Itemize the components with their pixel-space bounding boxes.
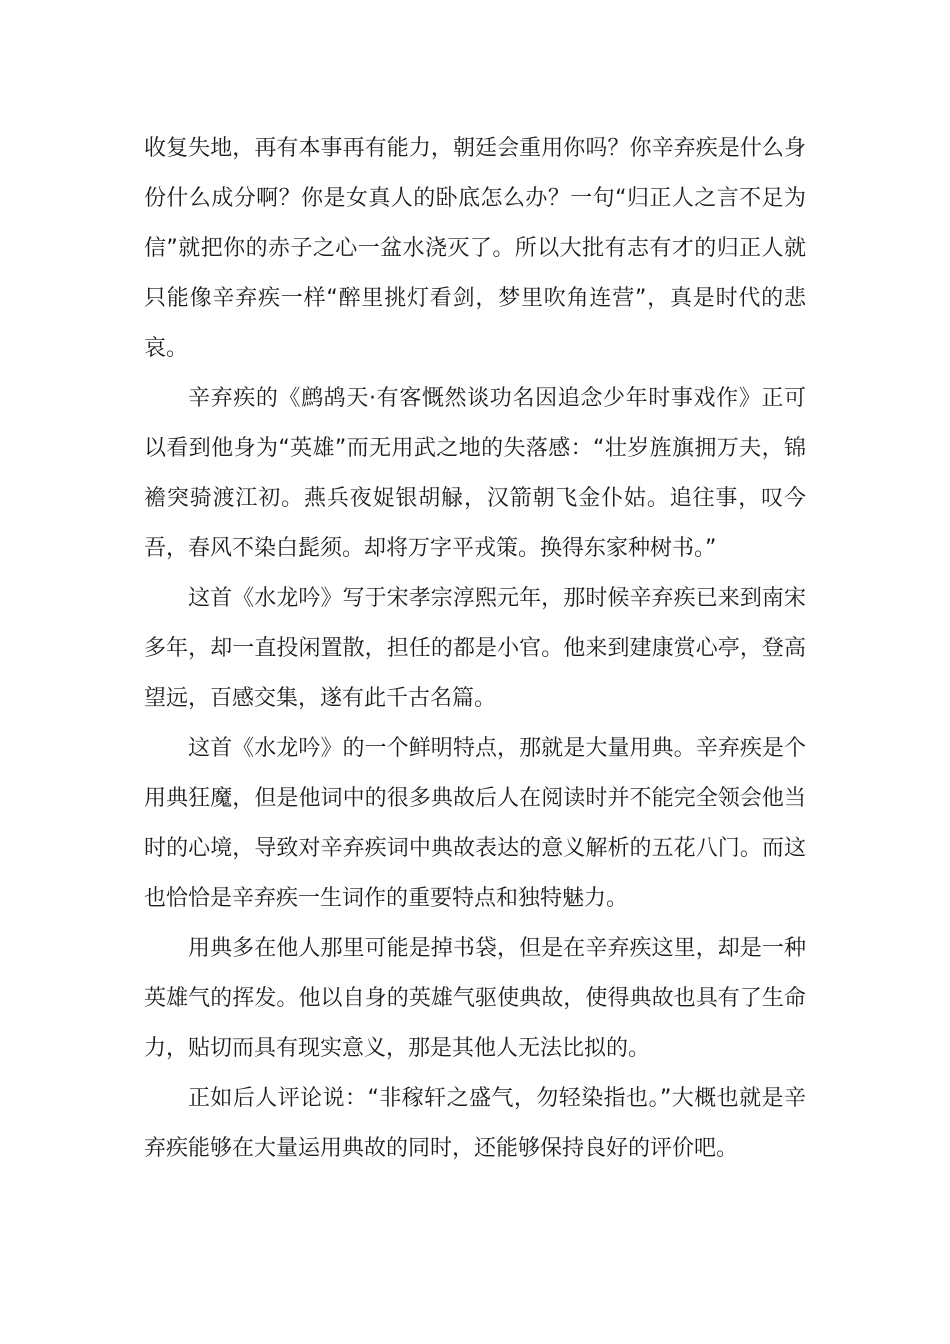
paragraph-conclusion: 正如后人评论说：“非稼轩之盛气，勿轻染指也。”大概也就是辛弃疾能够在大量运用典故的同时，还能够保持良好的评价吧。 [144, 1086, 806, 1161]
paragraph-zhegutian: 辛弃疾的《鹧鸪天·有客慨然谈功名因追念少年时事戏作》正可以看到他身为“英雄”而无用武之地的失落感：“壮岁旌旗拥万夫，锦襜突骑渡江初。燕兵夜娖银胡觮，汉箭朝飞金仆姑。追往事，叹今吾，春风不染白髭须。却将万字平戎策。换得东家种树书。” [144, 386, 806, 561]
paragraph-continuation: 收复失地，再有本事再有能力，朝廷会重用你吗？你辛弃疾是什么身份什么成分啊？你是女真人的卧底怎么办？一句“归正人之言不足为信”就把你的赤子之心一盆水浇灭了。所以大批有志有才的归正人就只能像辛弃疾一样“醉里挑灯看剑，梦里吹角连营”，真是时代的悲哀。 [144, 136, 806, 361]
document-body [144, 124, 806, 1174]
paragraph-heroic-spirit: 用典多在他人那里可能是掉书袋，但是在辛弃疾这里，却是一种英雄气的挥发。他以自身的英雄气驱使典故，使得典故也具有了生命力，贴切而具有现实意义，那是其他人无法比拟的。 [144, 936, 806, 1061]
paragraph-shuilongyin-background: 这首《水龙吟》写于宋孝宗淳熙元年，那时候辛弃疾已来到南宋多年，却一直投闲置散，担任的都是小官。他来到建康赏心亭，登高望远，百感交集，遂有此千古名篇。 [144, 586, 806, 711]
paragraph-allusions: 这首《水龙吟》的一个鲜明特点，那就是大量用典。辛弃疾是个用典狂魔，但是他词中的很多典故后人在阅读时并不能完全领会他当时的心境，导致对辛弃疾词中典故表达的意义解析的五花八门。而这也恰恰是辛弃疾一生词作的重要特点和独特魅力。 [144, 736, 806, 911]
